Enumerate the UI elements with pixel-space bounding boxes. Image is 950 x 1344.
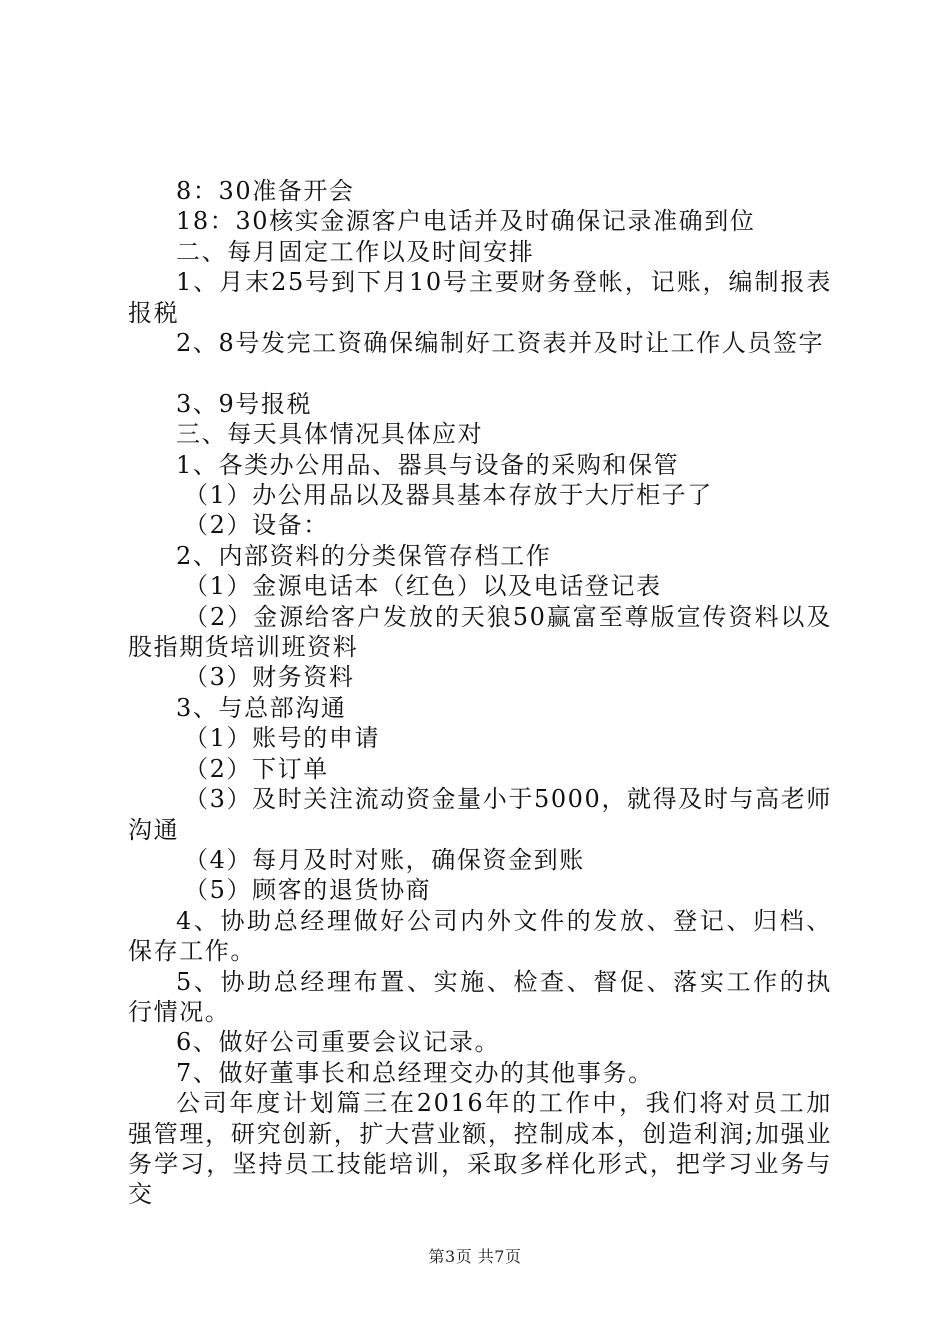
- sub-item: （2）金源给客户发放的天狼50赢富至尊版宣传资料以及股指期货培训班资料: [128, 602, 832, 662]
- page-number-label: 第3页 共7页: [428, 1247, 522, 1266]
- document-body: [128, 176, 832, 1210]
- sub-item: （5）顾客的退货协商: [184, 876, 432, 905]
- paragraph: 3、9号报税: [176, 389, 313, 418]
- paragraph: 4、协助总经理做好公司内外文件的发放、登记、归档、保存工作。: [128, 906, 832, 966]
- section-heading: 二、每月固定工作以及时间安排: [176, 237, 535, 266]
- sub-item: （4）每月及时对账，确保资金到账: [184, 845, 585, 874]
- paragraph: 5、协助总经理布置、实施、检查、督促、落实工作的执行情况。: [128, 967, 832, 1026]
- paragraph: 2、内部资料的分类保管存档工作: [176, 541, 552, 570]
- sub-item: （2）下订单: [184, 754, 329, 783]
- paragraph: 18：30核实金源客户电话并及时确保记录准确到位: [176, 207, 756, 236]
- paragraph: 公司年度计划篇三在2016年的工作中，我们将对员工加强管理，研究创新，扩大营业额，控制成本，创造利润;加强业务学习，坚持员工技能培训，采取多样化形式，把学习业务与交: [128, 1089, 832, 1209]
- sub-item: （1）金源电话本（红色）以及电话登记表: [184, 572, 662, 601]
- paragraph: 6、做好公司重要会议记录。: [176, 1028, 501, 1057]
- paragraph: 1、月末25号到下月10号主要财务登帐，记账，编制报表报税: [128, 268, 832, 327]
- section-heading: 三、每天具体情况具体应对: [176, 420, 484, 449]
- paragraph: 7、做好董事长和总经理交办的其他事务。: [176, 1058, 654, 1087]
- sub-item: （1）办公用品以及器具基本存放于大厅柜子了: [184, 481, 713, 510]
- paragraph: 3、与总部沟通: [176, 693, 347, 722]
- sub-item: （2）设备：: [184, 511, 329, 540]
- paragraph: 1、各类办公用品、器具与设备的采购和保管: [176, 450, 680, 479]
- sub-item: （3）及时关注流动资金量小于5000，就得及时与高老师沟通: [128, 785, 832, 844]
- blank-line: [128, 358, 832, 388]
- sub-item: （3）财务资料: [184, 663, 355, 692]
- paragraph: 8：30准备开会: [176, 177, 355, 205]
- page-footer: [0, 1244, 950, 1267]
- paragraph: 2、8号发完工资确保编制好工资表并及时让工作人员签字: [176, 329, 825, 358]
- sub-item: （1）账号的申请: [184, 724, 381, 753]
